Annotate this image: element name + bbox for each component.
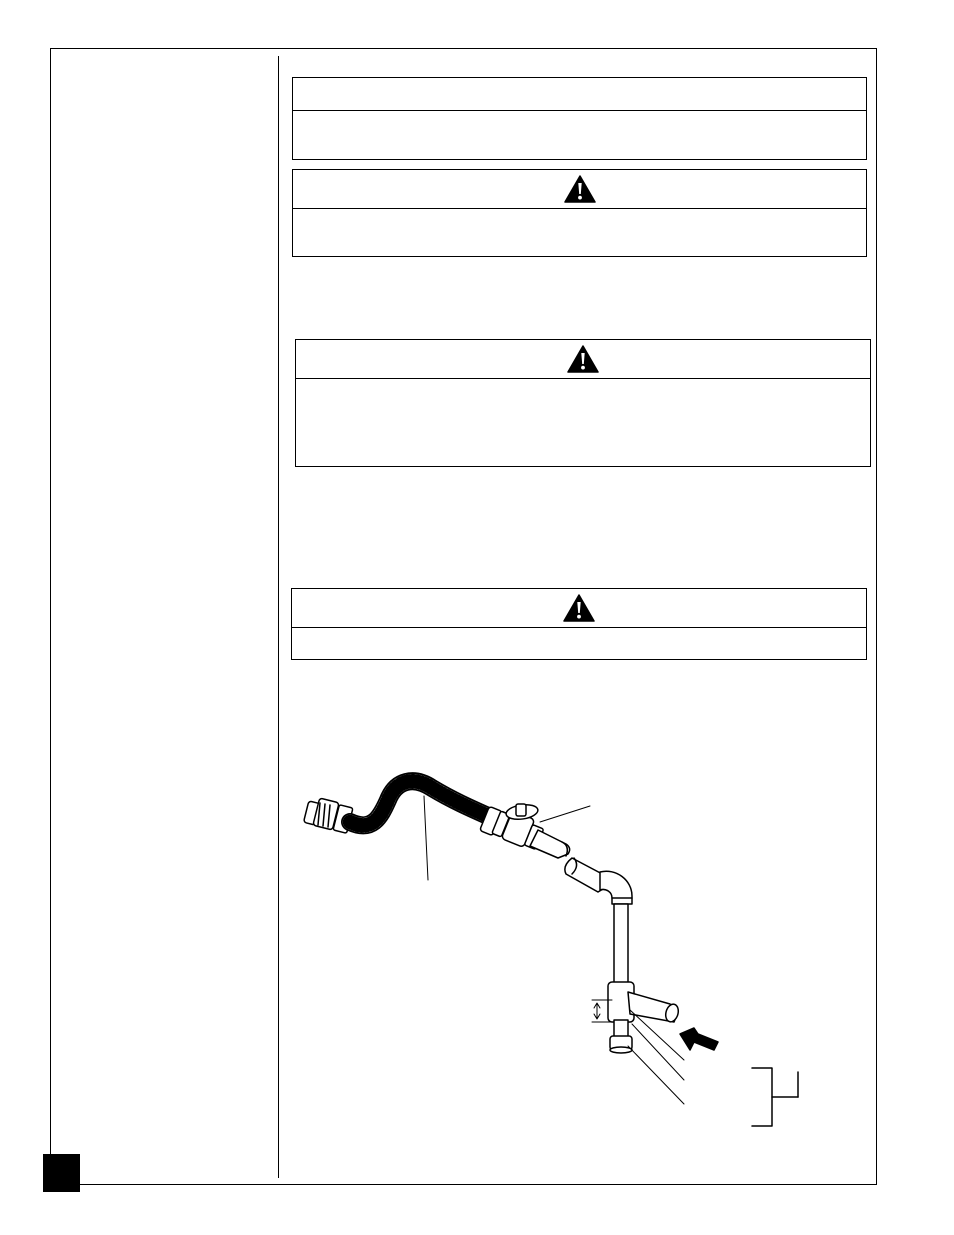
warning-box-1 <box>292 169 867 257</box>
tee-joint-icon <box>608 982 680 1023</box>
warning-box-3-header <box>292 589 866 628</box>
notice-box-1 <box>292 77 867 160</box>
warning-box-1-body <box>293 209 866 256</box>
pipe-elbow-icon <box>600 871 632 904</box>
warning-triangle-icon <box>567 345 599 373</box>
notice-box-1-body <box>293 111 866 159</box>
warning-box-3-body <box>292 628 866 659</box>
notice-box-1-header <box>293 78 866 111</box>
flexible-gas-hose-icon <box>350 781 488 825</box>
warning-triangle-icon <box>563 594 595 622</box>
flow-arrow-icon <box>680 1028 718 1050</box>
vertical-pipe <box>614 904 628 984</box>
warning-box-3 <box>291 588 867 660</box>
warning-box-2-header <box>296 340 870 379</box>
gas-hookup-figure <box>290 760 830 1140</box>
warning-box-2-body <box>296 379 870 466</box>
sediment-trap-icon <box>610 1020 632 1053</box>
warning-triangle-icon <box>564 175 596 203</box>
warning-box-2 <box>295 339 871 467</box>
page-number-tab <box>43 1154 80 1192</box>
column-divider <box>278 56 279 1178</box>
warning-box-1-header <box>293 170 866 209</box>
